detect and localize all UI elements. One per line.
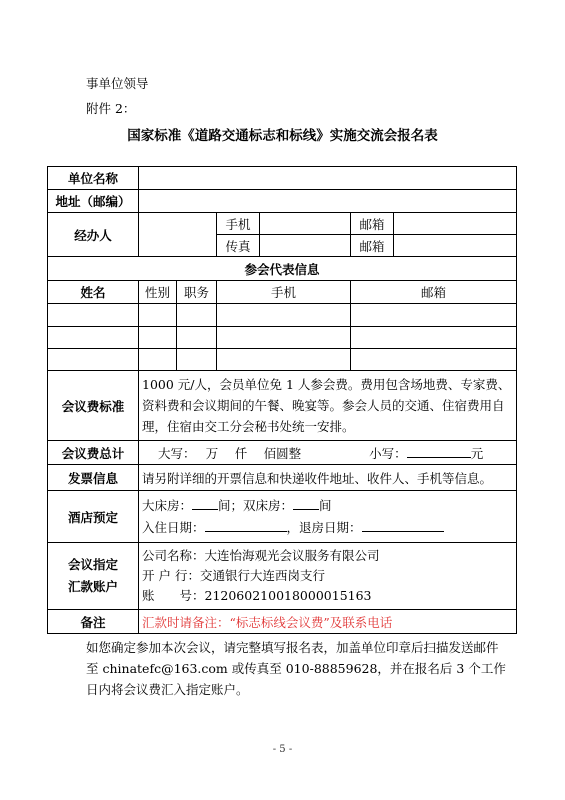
rep-mobile-cell[interactable] xyxy=(217,327,351,349)
table-row xyxy=(48,327,517,349)
unit-name-label: 单位名称 xyxy=(48,167,139,190)
note-label: 备注 xyxy=(48,610,139,634)
hotel-label: 酒店预定 xyxy=(48,491,139,543)
page-number: - 5 - xyxy=(272,744,293,755)
handler-mobile-field[interactable] xyxy=(260,213,351,235)
fee-total-unit: 元 xyxy=(470,445,484,461)
registration-form xyxy=(47,166,517,634)
invoice-label: 发票信息 xyxy=(48,465,139,491)
checkin-label: 入住日期： xyxy=(142,519,205,535)
reps-section-header: 参会代表信息 xyxy=(48,257,517,281)
table-row xyxy=(48,304,517,327)
page-title: 国家标准《道路交通标志和标线》实施交流会报名表 xyxy=(127,128,438,144)
big-bed-blank[interactable] xyxy=(192,497,218,510)
col-email: 邮箱 xyxy=(351,281,517,304)
table-row xyxy=(48,349,517,371)
rep-mobile-cell[interactable] xyxy=(217,304,351,327)
col-title: 职务 xyxy=(177,281,217,304)
checkout-blank[interactable] xyxy=(362,519,444,532)
rep-gender-cell[interactable] xyxy=(139,304,177,327)
account-label-line-1: 会议指定 xyxy=(67,557,118,572)
account-details xyxy=(139,543,517,610)
rep-gender-cell[interactable] xyxy=(139,349,177,371)
note-text: 汇款时请备注：“标志标线会议费”及联系电话 xyxy=(139,610,517,634)
account-label xyxy=(48,543,139,610)
checkout-label: ，退房日期： xyxy=(286,519,362,535)
fee-label: 会议费标准 xyxy=(48,371,139,441)
handler-email-field-2[interactable] xyxy=(394,235,517,257)
handler-label: 经办人 xyxy=(48,213,139,257)
header-line-1: 事单位领导 xyxy=(86,76,149,91)
handler-email-label: 邮箱 xyxy=(351,213,394,235)
fee-total-upper: 大写： 万 仟 佰圆整 xyxy=(158,445,302,461)
footnote: 如您确定参加本次会议，请完整填写报名表，加盖单位印章后扫描发送邮件至 chinatefc@163.com 或传真至 010-88859628，并在报名后 3 个工作日内将会议费汇入指定账户。 xyxy=(86,640,506,697)
fee-total-field[interactable] xyxy=(139,441,517,465)
address-label: 地址（邮编） xyxy=(48,190,139,213)
handler-mobile-label: 手机 xyxy=(217,213,260,235)
invoice-text: 请另附详细的开票信息和快递收件地址、收件人、手机等信息。 xyxy=(139,465,517,491)
rep-name-cell[interactable] xyxy=(48,304,139,327)
big-bed-unit: 间； xyxy=(218,497,244,513)
handler-fax-label: 传真 xyxy=(217,235,260,257)
handler-email-label-2: 邮箱 xyxy=(351,235,394,257)
header-line-2: 附件 2： xyxy=(86,101,136,116)
rep-email-cell[interactable] xyxy=(351,304,517,327)
big-bed-label: 大床房： xyxy=(142,497,193,513)
double-bed-unit: 间 xyxy=(319,497,332,513)
col-mobile: 手机 xyxy=(217,281,351,304)
rep-name-cell[interactable] xyxy=(48,327,139,349)
hotel-field xyxy=(139,491,517,543)
rep-name-cell[interactable] xyxy=(48,349,139,371)
fee-total-lower-blank[interactable] xyxy=(407,445,471,458)
double-bed-label: 双床房： xyxy=(243,497,294,513)
account-bank: 开 户 行：交通银行大连西岗支行 xyxy=(142,568,325,583)
account-label-line-2: 汇款账户 xyxy=(67,579,118,594)
checkin-blank[interactable] xyxy=(205,519,287,532)
handler-fax-field[interactable] xyxy=(260,235,351,257)
handler-name-field[interactable] xyxy=(139,213,217,257)
rep-title-cell[interactable] xyxy=(177,349,217,371)
fee-text: 1000 元/人，会员单位免 1 人参会费。费用包含场地费、专家费、资料费和会议期间的午餐、晚宴等。参会人员的交通、住宿费用自理，住宿由交工分会秘书处统一安排。 xyxy=(139,371,517,441)
fee-total-label: 会议费总计 xyxy=(48,441,139,465)
address-field[interactable] xyxy=(139,190,517,213)
unit-name-field[interactable] xyxy=(139,167,517,190)
rep-email-cell[interactable] xyxy=(351,327,517,349)
rep-email-cell[interactable] xyxy=(351,349,517,371)
col-gender: 性别 xyxy=(139,281,177,304)
handler-email-field[interactable] xyxy=(394,213,517,235)
double-bed-blank[interactable] xyxy=(293,497,319,510)
rep-mobile-cell[interactable] xyxy=(217,349,351,371)
col-name: 姓名 xyxy=(48,281,139,304)
account-number: 账 号：212060210018000015163 xyxy=(142,588,372,603)
rep-gender-cell[interactable] xyxy=(139,327,177,349)
rep-title-cell[interactable] xyxy=(177,304,217,327)
rep-title-cell[interactable] xyxy=(177,327,217,349)
account-company: 公司名称：大连怡海观光会议服务有限公司 xyxy=(142,548,380,563)
fee-total-lower-label: 小写： xyxy=(369,445,407,461)
